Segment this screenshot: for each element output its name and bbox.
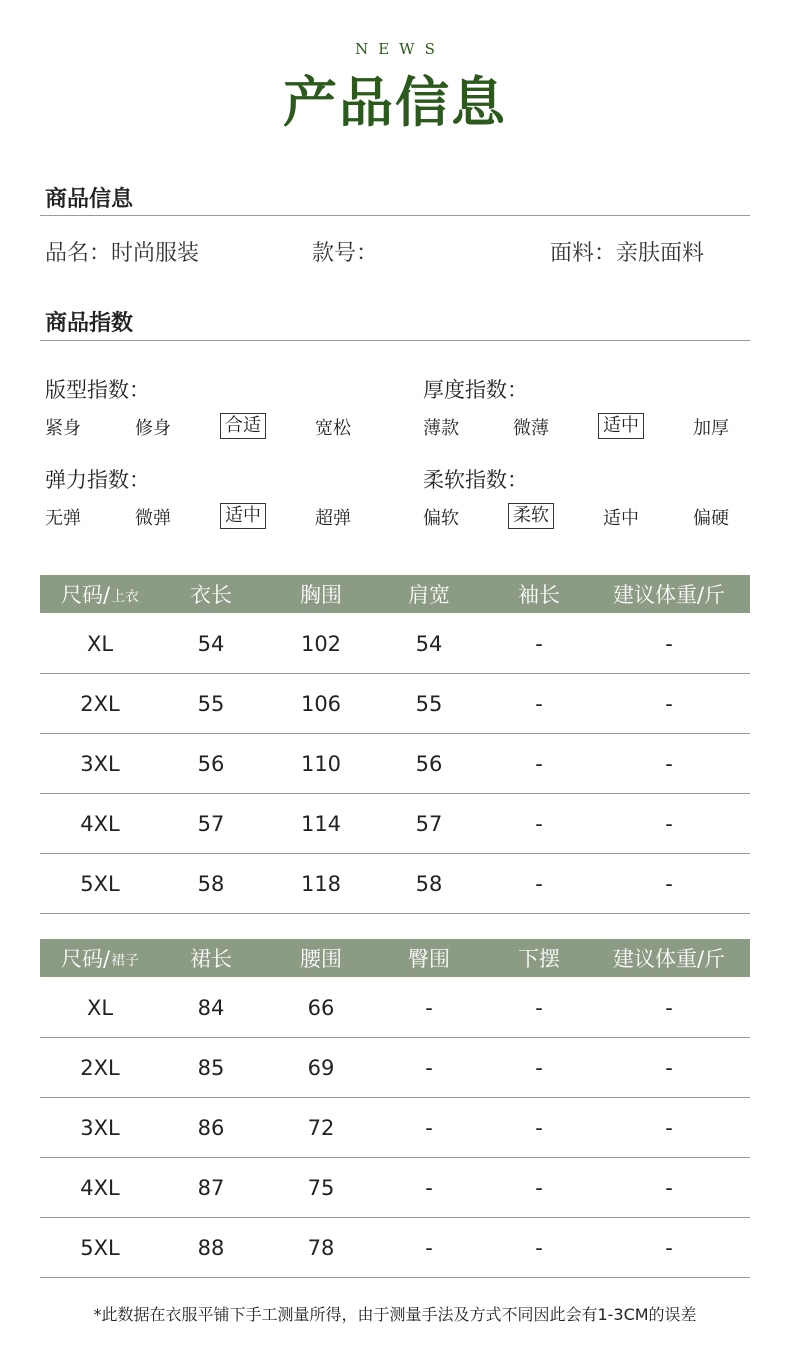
table-cell: - — [665, 1115, 673, 1140]
info-heading: 商品信息 — [45, 187, 134, 212]
table-cell: - — [665, 631, 673, 656]
table-row — [40, 734, 750, 794]
table-cell: - — [665, 1055, 673, 1080]
index-heading: 商品指数 — [45, 311, 134, 336]
table-cell: 86 — [197, 1115, 225, 1140]
table-cell: - — [665, 871, 673, 896]
index-label: 版型指数： — [45, 378, 150, 402]
table-cell: 57 — [415, 811, 443, 836]
table-cell: - — [665, 691, 673, 716]
table-cell: - — [535, 1235, 543, 1260]
table-cell: - — [665, 1235, 673, 1260]
table-cell: 2XL — [80, 1055, 120, 1080]
table-cell: 2XL — [80, 691, 120, 716]
info-divider — [40, 215, 750, 216]
table-cell: 72 — [307, 1115, 335, 1140]
table-cell: 5XL — [80, 871, 120, 896]
table-cell: 58 — [197, 871, 225, 896]
table-cell: XL — [86, 631, 114, 656]
top-table-header — [40, 575, 750, 613]
table-cell: 3XL — [80, 1115, 120, 1140]
index-option: 修身 — [135, 418, 171, 439]
table-cell: 54 — [415, 631, 443, 656]
table-cell: 56 — [415, 751, 443, 776]
table-cell: 3XL — [80, 751, 120, 776]
table-cell: 4XL — [80, 811, 120, 836]
table-cell: - — [535, 1115, 543, 1140]
table-cell: 106 — [300, 691, 342, 716]
table-cell: 55 — [415, 691, 443, 716]
index-option-selected: 适中 — [220, 503, 266, 529]
size-column-header — [40, 939, 160, 977]
index-option: 无弹 — [45, 508, 81, 529]
style-number: 款号： — [312, 241, 379, 266]
table-cell: 87 — [197, 1175, 225, 1200]
table-cell: 66 — [307, 995, 335, 1020]
table-row — [40, 854, 750, 914]
table-cell: 56 — [197, 751, 225, 776]
index-label: 弹力指数： — [45, 468, 150, 492]
table-row — [40, 1218, 750, 1278]
index-option: 适中 — [603, 508, 639, 529]
index-option-selected: 适中 — [598, 413, 644, 439]
table-cell: - — [535, 995, 543, 1020]
skirt-table-header — [40, 939, 750, 977]
index-option: 偏软 — [423, 508, 459, 529]
table-cell: XL — [86, 995, 114, 1020]
index-option: 偏硬 — [693, 508, 729, 529]
fabric: 面料：亲肤面料 — [550, 241, 705, 266]
table-cell: - — [425, 1175, 433, 1200]
table-cell: - — [535, 1175, 543, 1200]
column-header: 衣长 — [190, 583, 232, 607]
table-cell: 85 — [197, 1055, 225, 1080]
table-row — [40, 794, 750, 854]
table-cell: - — [535, 751, 543, 776]
table-cell: 110 — [300, 751, 342, 776]
table-cell: 84 — [197, 995, 225, 1020]
table-cell: - — [425, 1115, 433, 1140]
table-row — [40, 614, 750, 674]
size-column-header — [40, 575, 160, 613]
column-header: 下摆 — [518, 947, 560, 971]
page-title: 产品信息 — [283, 70, 507, 134]
table-cell: 102 — [300, 631, 342, 656]
table-cell: - — [535, 871, 543, 896]
index-divider — [40, 340, 750, 341]
product-name: 品名：时尚服装 — [45, 241, 200, 266]
size-header-sub: 裙子 — [111, 953, 140, 969]
table-row — [40, 1158, 750, 1218]
column-header: 袖长 — [518, 583, 560, 607]
table-cell: - — [665, 995, 673, 1020]
table-cell: - — [535, 631, 543, 656]
size-header-label: 尺码/ — [60, 947, 111, 971]
index-option: 微弹 — [135, 508, 171, 529]
index-label: 厚度指数： — [423, 378, 528, 402]
index-label: 柔软指数： — [423, 468, 528, 492]
news-eyebrow: NEWS — [355, 40, 445, 58]
table-cell: - — [535, 811, 543, 836]
table-cell: - — [535, 1055, 543, 1080]
table-cell: 5XL — [80, 1235, 120, 1260]
column-header: 建议体重/斤 — [612, 947, 726, 971]
size-header-label: 尺码/ — [60, 583, 111, 607]
column-header: 胸围 — [300, 583, 342, 607]
column-header: 肩宽 — [408, 583, 450, 607]
index-option: 加厚 — [693, 418, 729, 439]
column-header: 腰围 — [300, 947, 342, 971]
table-row — [40, 1038, 750, 1098]
table-cell: 69 — [307, 1055, 335, 1080]
table-row — [40, 674, 750, 734]
table-cell: - — [665, 751, 673, 776]
table-cell: - — [425, 995, 433, 1020]
table-cell: 4XL — [80, 1175, 120, 1200]
table-cell: 78 — [307, 1235, 335, 1260]
table-cell: - — [535, 691, 543, 716]
table-cell: 54 — [197, 631, 225, 656]
index-option-selected: 合适 — [220, 413, 266, 439]
table-cell: 75 — [307, 1175, 335, 1200]
table-row — [40, 978, 750, 1038]
column-header: 臀围 — [408, 947, 450, 971]
column-header: 裙长 — [190, 947, 232, 971]
column-header: 建议体重/斤 — [612, 583, 726, 607]
table-cell: - — [665, 1175, 673, 1200]
table-cell: 88 — [197, 1235, 225, 1260]
table-cell: 57 — [197, 811, 225, 836]
table-cell: 55 — [197, 691, 225, 716]
index-option: 超弹 — [315, 508, 351, 529]
measurement-footnote: *此数据在衣服平铺下手工测量所得，由于测量手法及方式不同因此会有1-3CM的误差 — [93, 1305, 697, 1324]
table-row — [40, 1098, 750, 1158]
table-cell: 118 — [300, 871, 342, 896]
table-cell: - — [425, 1235, 433, 1260]
table-cell: - — [425, 1055, 433, 1080]
table-cell: 58 — [415, 871, 443, 896]
index-option: 微薄 — [513, 418, 549, 439]
table-cell: - — [665, 811, 673, 836]
index-option: 紧身 — [45, 418, 81, 439]
index-option-selected: 柔软 — [508, 503, 554, 529]
table-cell: 114 — [300, 811, 342, 836]
size-header-sub: 上衣 — [111, 589, 140, 605]
index-option: 薄款 — [423, 418, 459, 439]
index-option: 宽松 — [315, 418, 351, 439]
